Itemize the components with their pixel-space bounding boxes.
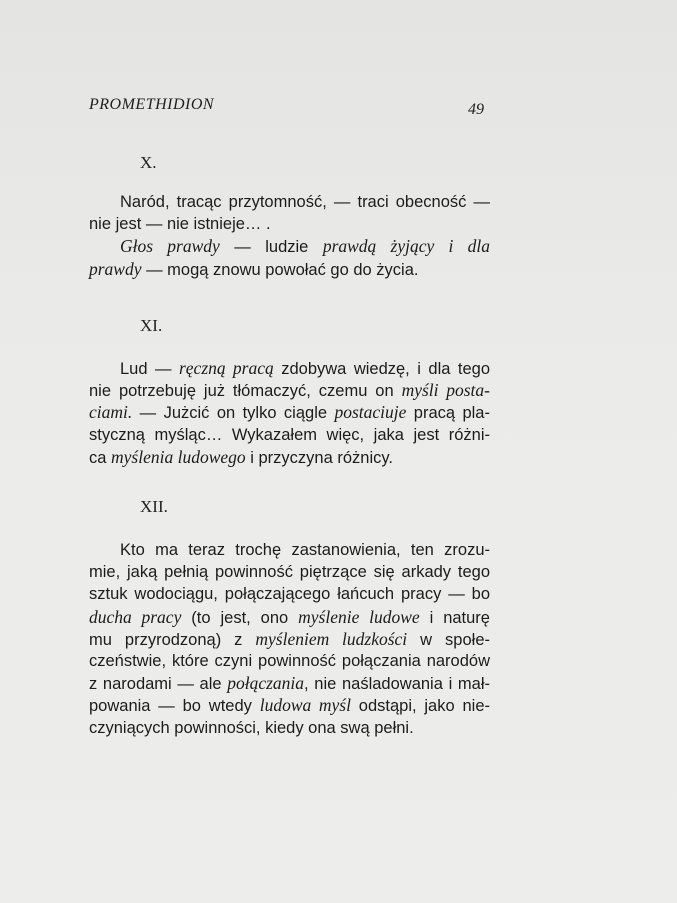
text-run: i przyczyna różnicy. (245, 448, 393, 467)
italic-text: ręczną pracą (178, 358, 274, 378)
text-run: czeństwie, które czyni powinność połączania narodów (89, 652, 490, 670)
section-number: X. (140, 153, 157, 172)
text-line (89, 213, 490, 235)
section-number: XII. (140, 497, 168, 516)
text-run: Lud — (120, 360, 179, 378)
italic-text: prawdy (89, 258, 142, 279)
text-line (89, 672, 490, 695)
text-line (120, 235, 490, 258)
text-run: mu przyrodzoną) z (89, 630, 256, 649)
text-run: — Jużcić on tylko ciągle (132, 404, 335, 423)
text-run: Naród, tracąc przytomność, — traci obecność — (120, 193, 490, 211)
text-line (89, 628, 490, 651)
text-run: mie, jaką pełnią powinność piętrzące się arkady tego (89, 563, 490, 582)
text-run: nie potrzebuję już tłómaczyć, czemu on (89, 382, 402, 401)
text-run: pracą pla- (406, 404, 490, 423)
text-line (120, 191, 490, 213)
text-run: , nie naśladowania i mał- (304, 675, 490, 694)
text-run: powania — bo wtedy (89, 697, 260, 716)
text-run: — mogą znowu powołać go do życia. (141, 260, 419, 279)
italic-text: postaciuje (334, 402, 407, 423)
text-run: Kto ma teraz trochę zastanowienia, ten zrozu- (120, 541, 490, 559)
text-line (120, 357, 490, 380)
text-run: zdobywa wiedzę, i dla tego (273, 360, 490, 378)
italic-text: myślenie ludowe (298, 606, 420, 627)
text-line (89, 379, 490, 402)
italic-text: ludowa myśl (259, 695, 351, 716)
text-line (89, 606, 490, 629)
italic-text: myśleniem ludzkości (255, 628, 408, 649)
italic-text: myśli posta- (401, 380, 490, 401)
text-line (120, 539, 490, 561)
text-run: — ludzie (219, 238, 323, 257)
italic-text: połączania (227, 673, 305, 694)
text-line (89, 583, 490, 605)
text-line (89, 650, 490, 672)
page-number: 49 (468, 101, 484, 118)
text-run: styczną myśląc… Wykazałem więc, jaka jest różni- (89, 425, 490, 444)
text-line (89, 561, 490, 583)
text-run: odstąpi, jako nie- (350, 697, 490, 716)
italic-text: prawdą żyjący i dla (322, 236, 490, 257)
text-run: nie jest — nie istnieje… . (89, 215, 271, 234)
text-line (89, 401, 490, 424)
section-number: XI. (140, 316, 163, 335)
text-run: czyniących powinności, kiedy ona swą pełni. (89, 718, 414, 737)
text-line (89, 694, 490, 717)
text-line (89, 717, 490, 739)
text-run: (to jest, ono (181, 608, 299, 627)
text-line (89, 258, 490, 281)
text-run: z narodami — ale (89, 675, 228, 694)
text-run: sztuk wodociągu, połączającego łańcuch pracy — bo (89, 585, 490, 604)
text-run: ca (89, 448, 112, 467)
italic-text: myślenia ludowego (111, 446, 246, 467)
text-run: w społe- (407, 630, 490, 649)
italic-text: Głos prawdy (120, 236, 220, 257)
text-line (89, 446, 490, 469)
italic-text: ducha pracy (89, 606, 182, 627)
text-line (89, 424, 490, 446)
text-run: i naturę (419, 608, 490, 627)
running-head: PROMETHIDION (89, 96, 215, 113)
italic-text: ciami. (89, 402, 133, 423)
